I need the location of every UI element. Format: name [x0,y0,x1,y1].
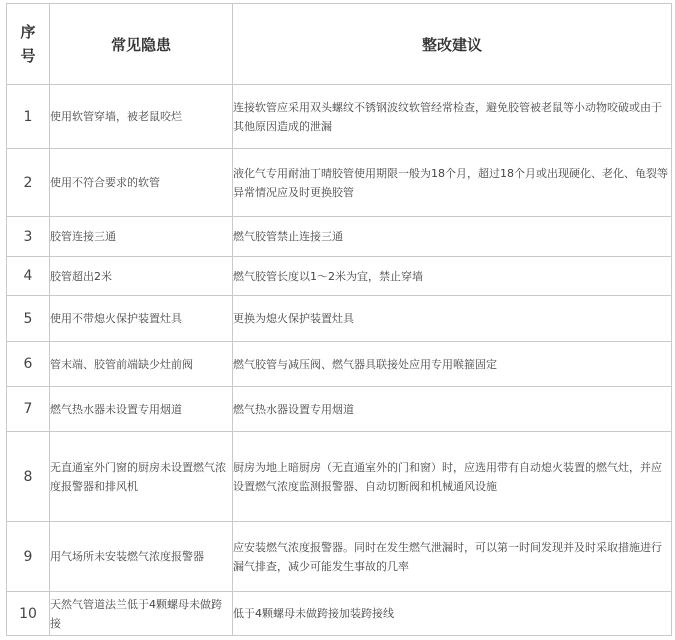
row-hazard: 管末端、胶管前端缺少灶前阀 [50,342,233,387]
row-fix: 应安装燃气浓度报警器。同时在发生燃气泄漏时，可以第一时间发现并及时采取措施进行漏气排查，减少可能发生事故的几率 [233,522,672,592]
row-fix: 液化气专用耐油丁晴胶管使用期限一般为18个月，超过18个月或出现硬化、老化、龟裂等异常情况应及时更换胶管 [233,149,672,217]
header-hazard: 常见隐患 [50,4,233,85]
table-row [7,592,672,636]
row-hazard: 使用不带熄火保护装置灶具 [50,296,233,342]
row-number: 10 [7,592,50,636]
row-number: 6 [7,342,50,387]
header-number [7,4,50,85]
header-number-line1: 序 [20,23,36,41]
table-header-row [7,4,672,85]
row-fix: 连接软管应采用双头螺纹不锈钢波纹软管经常检查，避免胶管被老鼠等小动物咬破或由于其他原因造成的泄漏 [233,85,672,149]
row-hazard: 无直通室外门窗的厨房未设置燃气浓度报警器和排风机 [50,432,233,522]
table-row [7,257,672,296]
table-row [7,296,672,342]
table-row [7,387,672,432]
row-hazard: 用气场所未安装燃气浓度报警器 [50,522,233,592]
row-fix: 厨房为地上暗厨房（无直通室外的门和窗）时，应选用带有自动熄火装置的燃气灶，并应设置燃气浓度监测报警器、自动切断阀和机械通风设施 [233,432,672,522]
row-hazard: 使用不符合要求的软管 [50,149,233,217]
row-number: 4 [7,257,50,296]
table-row [7,85,672,149]
row-fix: 燃气胶管与减压阀、燃气器具联接处应用专用喉箍固定 [233,342,672,387]
row-number: 5 [7,296,50,342]
row-hazard: 天然气管道法兰低于4颗螺母未做跨接 [50,592,233,636]
row-number: 8 [7,432,50,522]
table-row [7,342,672,387]
row-fix: 燃气胶管禁止连接三通 [233,217,672,257]
table-row [7,149,672,217]
header-number-line2: 号 [20,47,36,65]
table-row [7,217,672,257]
row-hazard: 使用软管穿墙，被老鼠咬烂 [50,85,233,149]
row-fix: 低于4颗螺母未做跨接加装跨接线 [233,592,672,636]
table-row [7,432,672,522]
row-number: 3 [7,217,50,257]
row-fix: 燃气热水器设置专用烟道 [233,387,672,432]
row-hazard: 胶管超出2米 [50,257,233,296]
header-fix: 整改建议 [233,4,672,85]
table-row [7,522,672,592]
row-fix: 燃气胶管长度以1～2米为宜，禁止穿墙 [233,257,672,296]
row-fix: 更换为熄火保护装置灶具 [233,296,672,342]
hazard-table [6,3,672,636]
row-number: 2 [7,149,50,217]
row-number: 7 [7,387,50,432]
row-number: 1 [7,85,50,149]
row-hazard: 胶管连接三通 [50,217,233,257]
row-hazard: 燃气热水器未设置专用烟道 [50,387,233,432]
row-number: 9 [7,522,50,592]
